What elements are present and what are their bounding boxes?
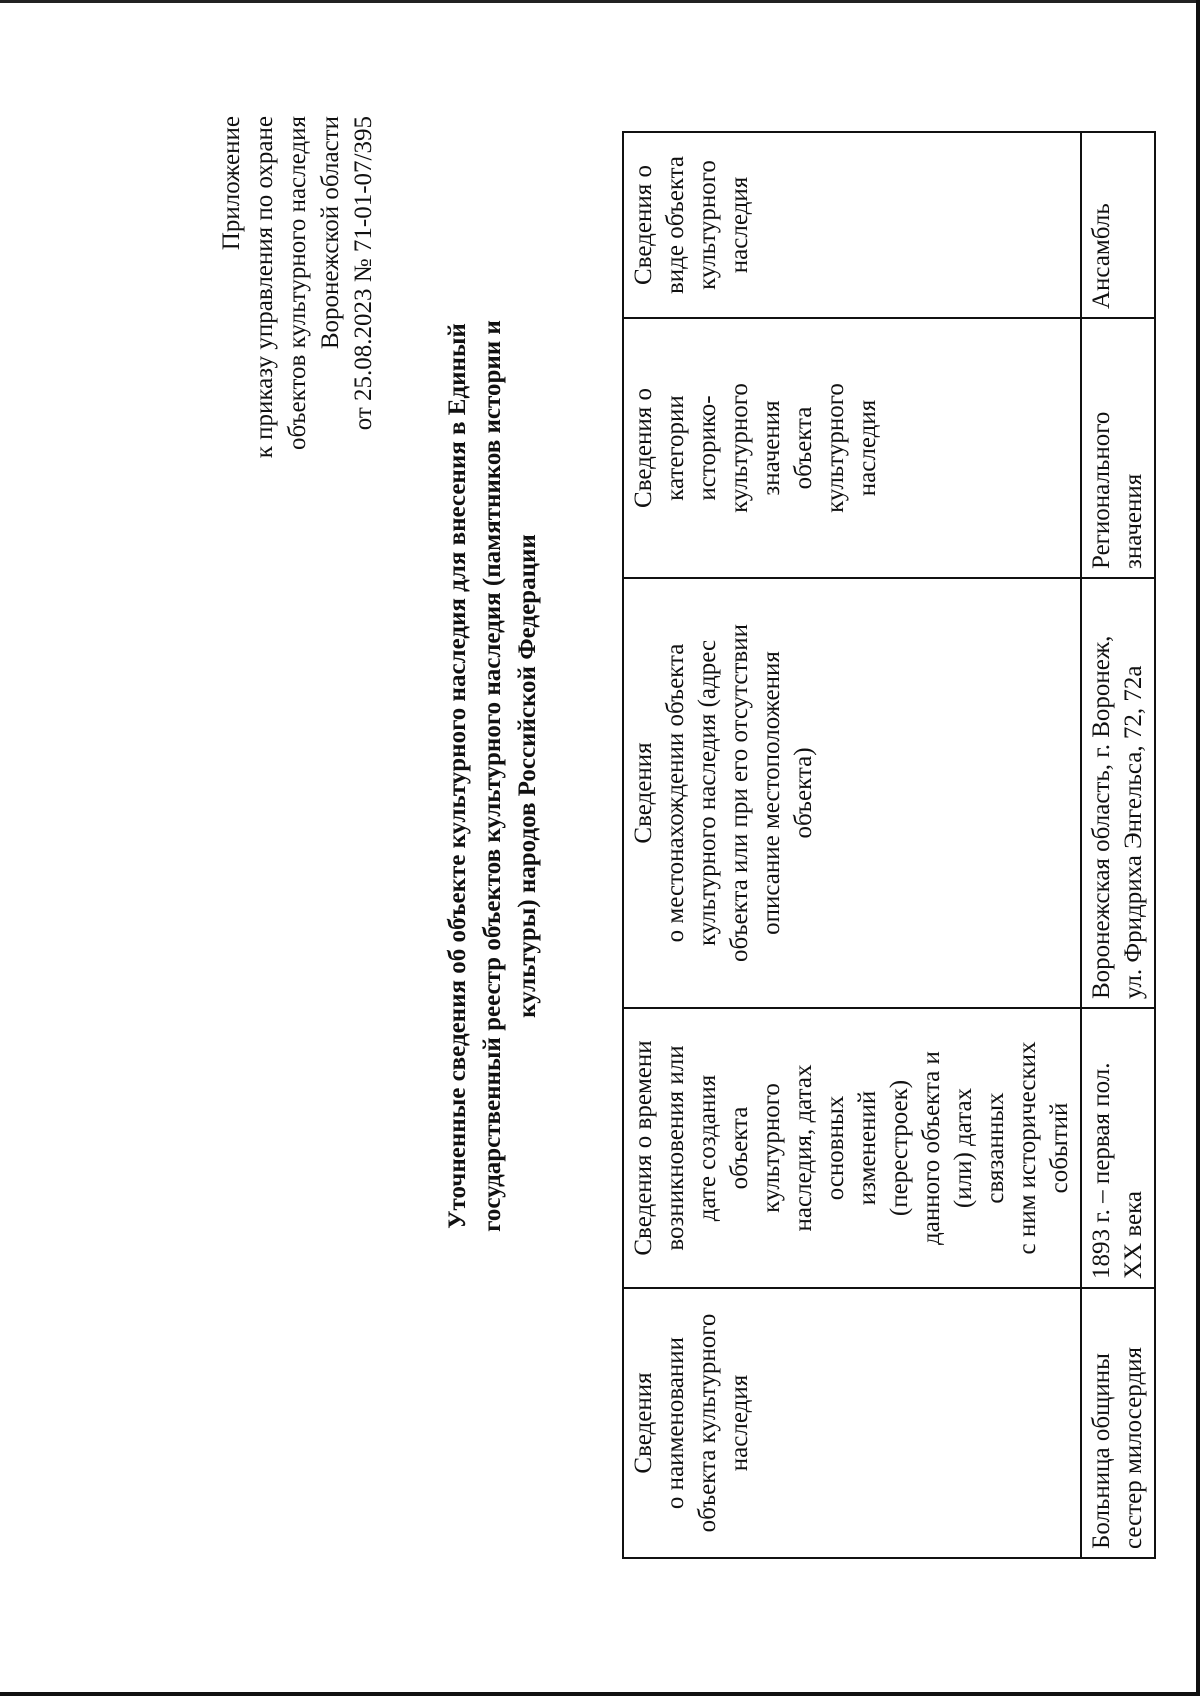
title-line: Уточненные сведения об объекте культурного наследия для внесения в Единый (444, 323, 471, 1229)
appendix-date-number: от 25.08.2023 № 71-01-07/395 (350, 116, 377, 431)
cell-object-name: Больница общины сестер милосердия (1081, 1288, 1155, 1558)
appendix-label: Приложение (218, 116, 245, 251)
document-title (440, 276, 545, 1276)
header-dates: Сведения о времени возникновения или дате создания объекта культурного наследия, датах основных изменений (перестроек) данного объекта и (или) датах связанных с ним исторических событий (623, 1008, 1081, 1288)
header-type: Сведения о виде объекта культурного наследия (623, 132, 1081, 318)
header-location: Сведения о местонахождении объекта культурного наследия (адрес объекта или при его отсутствии описание местоположения объекта) (623, 578, 1081, 1008)
appendix-order-line: к приказу управления по охране (251, 116, 278, 459)
header-category: Сведения о категории историко- культурного значения объекта культурного наследия (623, 318, 1081, 578)
cell-dates: 1893 г. – первая пол. XX века (1081, 1008, 1155, 1288)
title-line: государственный реестр объектов культурного наследия (памятников истории и (479, 320, 506, 1232)
appendix-header (215, 116, 380, 636)
table-header-row (623, 132, 1081, 1558)
appendix-region-line: Воронежской области (317, 116, 344, 350)
cell-location: Воронежская область, г. Воронеж, ул. Фридриха Энгельса, 72, 72а (1081, 578, 1155, 1008)
cell-type: Ансамбль (1081, 132, 1155, 318)
heritage-table (622, 131, 1156, 1559)
table-row (1081, 132, 1155, 1558)
cell-category: Регионального значения (1081, 318, 1155, 578)
appendix-agency-line: объектов культурного наследия (284, 116, 311, 450)
title-line: культуры) народов Российской Федерации (514, 534, 541, 1018)
header-name: Сведения о наименовании объекта культурного наследия (623, 1288, 1081, 1558)
